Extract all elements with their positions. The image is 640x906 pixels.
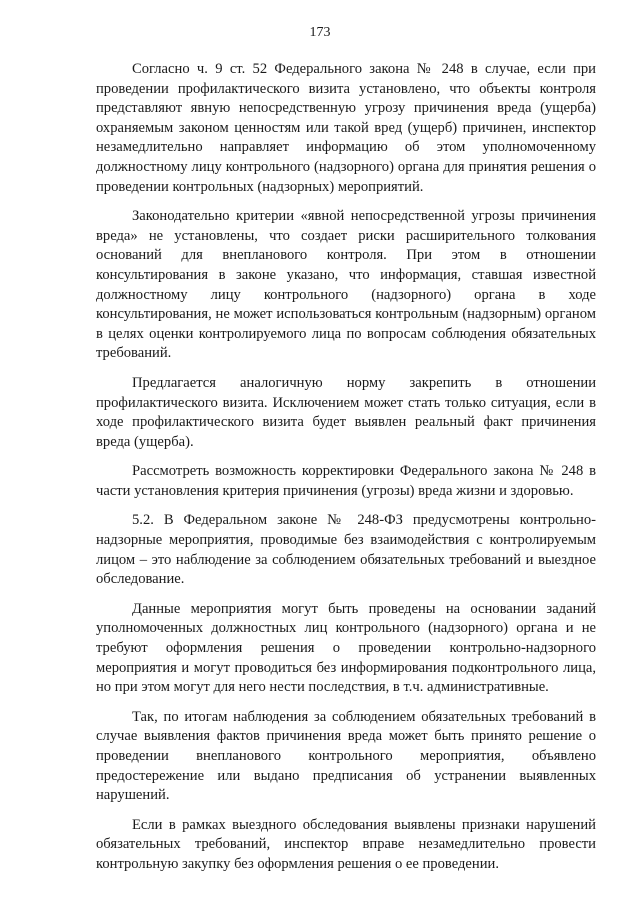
- paragraph-threat-criteria: Законодательно критерии «явной непосредственной угрозы причинения вреда» не установлены, что создает риски расширительного толкования оснований для внепланового контроля. При этом в отношении консультирования в законе указано, что информация, ставшая известной должностному лицу контрольного (надзорного) органа в ходе консультирования, не может использоваться контрольным (надзорным) органом в целях оценки контролируемого лица по вопросам соблюдения обязательных требований.: [96, 208, 596, 362]
- paragraph-law-correction: Рассмотреть возможность корректировки Федерального закона № 248 в части установления критерия причинения (угрозы) вреда жизни и здоровью.: [96, 463, 596, 499]
- paragraph-section-5-2: 5.2. В Федеральном законе № 248-ФЗ предусмотрены контрольно-надзорные мероприятия, проводимые без взаимодействия с контролируемым лицом – это наблюдение за соблюдением обязательных требований и выездное обследование.: [96, 512, 596, 588]
- paragraph-measures-basis: Данные мероприятия могут быть проведены на основании заданий уполномоченных должностных лиц контрольного (надзорного) органа и не требуют оформления решения о проведении контрольно-надзорного мероприятия и могут проводиться без информирования подконтрольного лица, но при этом могут для него нести последствия, в т.ч. административные.: [96, 600, 596, 696]
- paragraph-observation-results: Так, по итогам наблюдения за соблюдением обязательных требований в случае выявления фактов причинения вреда может быть принято решение о проведении внепланового контрольного мероприятия, объявлено предостережение или выдано предписания об устранении выявленных нарушений.: [96, 708, 596, 804]
- page-number: 173: [309, 25, 331, 40]
- paragraph-profilactic-visit-threat: Согласно ч. 9 ст. 52 Федерального закона № 248 в случае, если при проведении профилактического визита установлено, что объекты контроля представляют явную непосредственную угрозу причинения вреда (ущерба) охраняемым законом ценностям или такой вред (ущерб) причинен, инспектор незамедлительно направляет информацию об этом уполномоченному должностному лицу контрольного (надзорного) органа для принятия решения о проведении контрольных (надзорных) мероприятий.: [96, 61, 596, 195]
- paragraph-proposal: Предлагается аналогичную норму закрепить в отношении профилактического визита. Исключением может стать только ситуация, если в ходе профилактического визита будет выявлен реальный факт причинения вреда (ущерба).: [96, 374, 596, 450]
- paragraph-control-purchase: Если в рамках выездного обследования выявлены признаки нарушений обязательных требований, инспектор вправе незамедлительно провести контрольную закупку без оформления решения о ее проведении.: [96, 816, 596, 872]
- document-body: [96, 60, 596, 875]
